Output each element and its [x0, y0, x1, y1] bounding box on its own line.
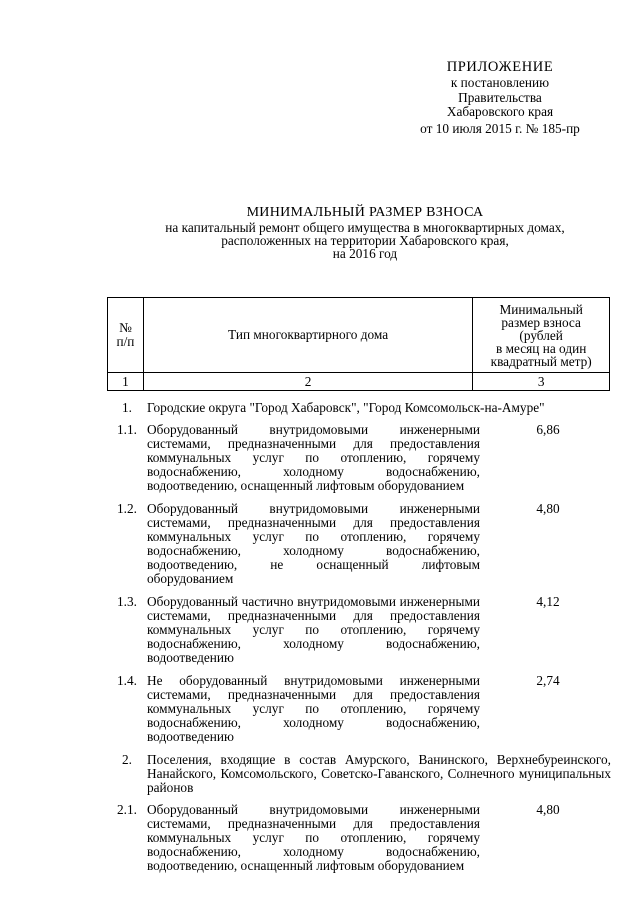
header-fee-label: Минимальный [499, 301, 583, 317]
column-number-3: 3 [473, 373, 610, 391]
row-number: 2. [122, 752, 132, 767]
row-number: 1.3. [117, 594, 137, 609]
appendix-block [400, 59, 600, 136]
table-row [107, 502, 617, 586]
column-number-1: 1 [108, 373, 144, 391]
header-fee-label: в месяц на один [496, 340, 587, 356]
row-text: Оборудованный внутридомовыми инженерными системами, предназначенными для предоставления коммунальных услуг по отоплению, горячему водоснабжению, холодному водоснабжению, водоотведению, не оснащенный лифтовым оборудованием [147, 501, 480, 586]
header-number-label: п/п [116, 334, 135, 349]
section-row [107, 401, 617, 415]
row-text: Не оборудованный внутридомовыми инженерными системами, предназначенными для предоставления коммунальных услуг по отоплению, горячему водоснабжению, холодному водоснабжению, водоотведению [147, 673, 480, 744]
row-text: Оборудованный внутридомовыми инженерными системами, предназначенными для предоставления коммунальных услуг по отоплению, горячему водоснабжению, холодному водоснабжению, водоотведению, оснащенный лифтовым оборудованием [147, 422, 480, 493]
table-row [107, 423, 617, 493]
header-fee-label: квадратный метр) [490, 353, 592, 369]
table-row [107, 674, 617, 744]
document-subtitle-line: на капитальный ремонт общего имущества в многоквартирных домах, [165, 220, 565, 235]
appendix-line: Хабаровского края [446, 104, 554, 119]
appendix-line: к постановлению [450, 75, 550, 90]
section-row [107, 753, 617, 795]
header-fee-label: размер взноса [501, 314, 581, 330]
document-title: МИНИМАЛЬНЫЙ РАЗМЕР ВЗНОСА [246, 205, 484, 220]
appendix-title: ПРИЛОЖЕНИЕ [446, 59, 554, 75]
header-type-cell: Тип многоквартирного дома [143, 298, 472, 373]
row-number: 2.1. [117, 802, 137, 817]
row-text: Поселения, входящие в состав Амурского, Ванинского, Верхнебуреинского, Нанайского, Комсомольского, Советско-Гаванского, Солнечного муниципальных районов [147, 752, 611, 795]
table-header [107, 297, 610, 391]
column-number-2: 2 [143, 373, 472, 391]
row-text: Оборудованный внутридомовыми инженерными системами, предназначенными для предоставления коммунальных услуг по отоплению, горячему водоснабжению, холодному водоснабжению, водоотведению, оснащенный лифтовым оборудованием [147, 802, 480, 873]
row-value: 4,80 [536, 501, 560, 516]
table-body [107, 401, 617, 882]
table-row [107, 803, 617, 873]
row-text: Оборудованный частично внутридомовыми инженерными системами, предназначенными для предоставления коммунальных услуг по отоплению, горячему водоснабжению, холодному водоснабжению, водоотведению [147, 594, 480, 665]
row-value: 4,80 [536, 802, 560, 817]
row-number: 1.1. [117, 422, 137, 437]
row-value: 4,12 [536, 594, 560, 609]
appendix-line: Правительства [458, 89, 542, 105]
row-number: 1. [122, 400, 132, 415]
document-subtitle-line: на 2016 год [332, 246, 398, 261]
row-value: 2,74 [536, 673, 560, 688]
row-value: 6,86 [536, 422, 560, 437]
header-fee-cell [473, 298, 610, 373]
row-number: 1.2. [117, 501, 137, 516]
table-row [107, 595, 617, 665]
appendix-date: от 10 июля 2015 г. № 185-пр [420, 120, 580, 136]
header-fee-label: (рублей [519, 327, 563, 343]
header-number-label: № [119, 320, 132, 335]
document-subtitle-line: расположенных на территории Хабаровского края, [221, 233, 509, 248]
header-number-cell [108, 298, 144, 373]
row-number: 1.4. [117, 673, 137, 688]
row-text: Городские округа "Город Хабаровск", "Город Комсомольск-на-Амуре" [147, 400, 545, 415]
document-title-block [110, 205, 620, 260]
